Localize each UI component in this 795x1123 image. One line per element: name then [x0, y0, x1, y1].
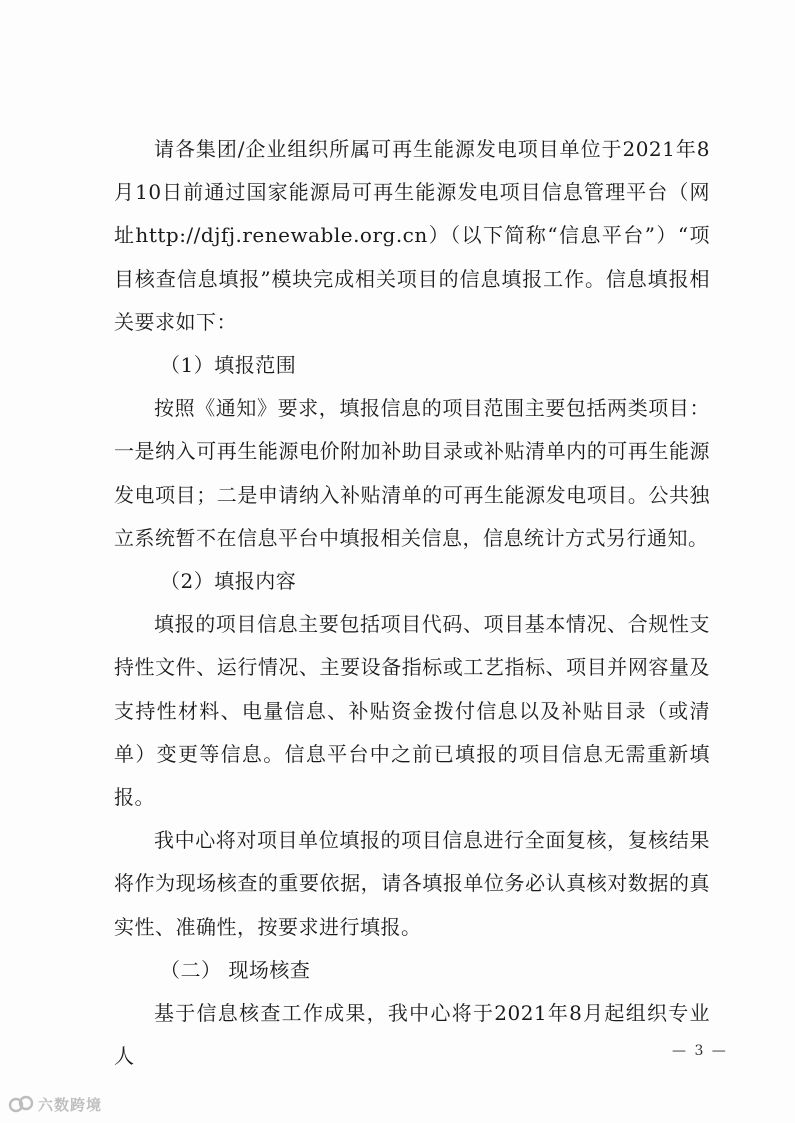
watermark	[8, 1093, 102, 1115]
paragraph-content: 填报的项目信息主要包括项目代码、项目基本情况、合规性支持性文件、运行情况、主要设备指标或工艺指标、项目并网容量及支持性材料、电量信息、补贴资金拨付信息以及补贴目录（或清单）变更等信息。信息平台中之前已填报的项目信息无需重新填报。	[114, 612, 710, 810]
subheading-content: （2）填报内容	[160, 569, 297, 594]
section-heading-onsite: （二） 现场核查	[160, 957, 311, 982]
watermark-text: 六数跨境	[38, 1095, 103, 1114]
subheading-scope: （1）填报范围	[160, 353, 297, 378]
paragraph-intro: 请各集团/企业组织所属可再生能源发电项目单位于2021年8月10日前通过国家能源局可再生能源发电项目信息管理平台（网址http://djfj.renewable.org.cn）（以下简称“信息平台”）“项目核查信息填报”模块完成相关项目的信息填报工作。信息填报相关要求如下：	[114, 137, 710, 334]
paragraph-review: 我中心将对项目单位填报的项目信息进行全面复核，复核结果将作为现场核查的重要依据，请各填报单位务必认真核对数据的真实性、准确性，按要求进行填报。	[114, 828, 710, 939]
page-number: — 3 —	[672, 1043, 728, 1059]
document-body	[114, 128, 710, 1078]
paragraph-onsite: 基于信息核查工作成果，我中心将于2021年8月起组织专业人	[114, 1001, 710, 1069]
paragraph-scope: 按照《通知》要求，填报信息的项目范围主要包括两类项目：一是纳入可再生能源电价附加补助目录或补贴清单内的可再生能源发电项目；二是申请纳入补贴清单的可再生能源发电项目。公共独立系统暂不在信息平台中填报相关信息，信息统计方式另行通知。	[114, 396, 710, 550]
logo-icon	[8, 1093, 34, 1115]
